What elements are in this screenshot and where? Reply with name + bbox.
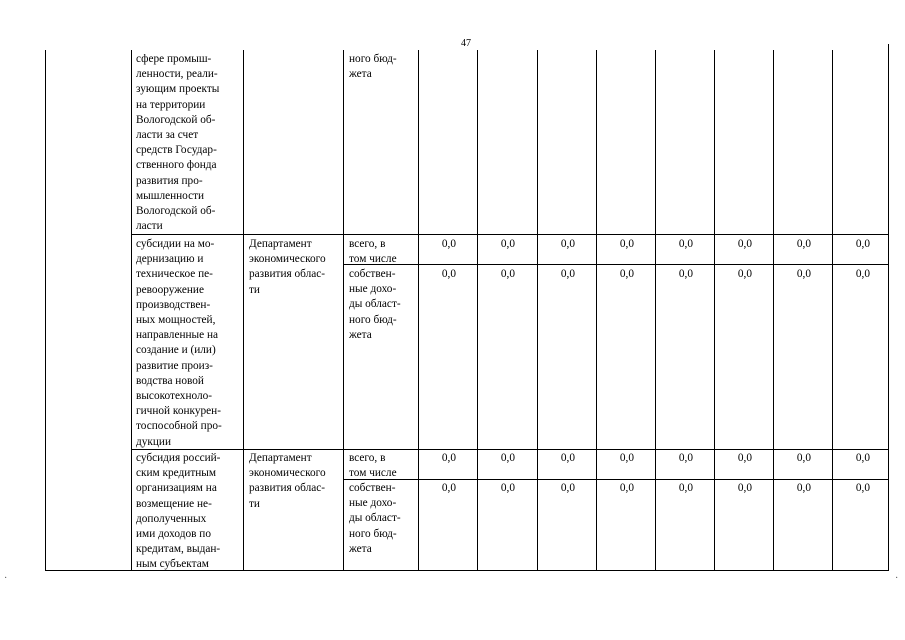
table-cell-value: 0,0	[560, 482, 575, 494]
table-col-divider	[832, 50, 833, 570]
table-cell-name: субсидия россий- ским кредитным организациям на возмещение не- дополученных ими доходов по кредитам, выдан- ным субъектам	[136, 452, 221, 571]
table-cell-source: всего, в том числе	[349, 238, 397, 266]
row-divider	[131, 449, 888, 450]
table-cell-value: 0,0	[855, 268, 870, 280]
table-border-left	[45, 50, 46, 570]
table-col-divider	[243, 50, 244, 570]
table-cell-value: 0,0	[441, 482, 456, 494]
table-cell-value: 0,0	[560, 268, 575, 280]
table-cell-value: 0,0	[737, 452, 752, 464]
table-col-divider	[773, 50, 774, 570]
table-cell-value: 0,0	[678, 482, 693, 494]
table-cell-value: 0,0	[500, 268, 515, 280]
page-number: 47	[461, 38, 471, 49]
table-cell-source: ного бюд- жета	[349, 53, 397, 81]
table-cell-name: сфере промыш- ленности, реали- зующим проекты на территории Вологодской об- ласти за счет средств Государ- ственного фонда развития про- мышленности Вологодской об- ласти	[136, 53, 220, 233]
table-cell-value: 0,0	[619, 482, 634, 494]
table-cell-value: 0,0	[796, 238, 811, 250]
table-cell-value: 0,0	[737, 238, 752, 250]
table-cell-value: 0,0	[500, 452, 515, 464]
table-cell-value: 0,0	[796, 482, 811, 494]
table-cell-value: 0,0	[678, 268, 693, 280]
table-cell-executor: Департамент экономического развития облас- ти	[249, 452, 326, 510]
table-cell-value: 0,0	[619, 238, 634, 250]
sub-row-divider	[343, 479, 888, 480]
table-col-divider	[477, 50, 478, 570]
table-col-divider	[596, 50, 597, 570]
table-cell-value: 0,0	[678, 238, 693, 250]
table-cell-value: 0,0	[619, 452, 634, 464]
table-cell-value: 0,0	[619, 268, 634, 280]
table-cell-value: 0,0	[855, 238, 870, 250]
table-col-divider	[655, 50, 656, 570]
table-cell-executor: Департамент экономического развития облас- ти	[249, 238, 326, 296]
table-cell-value: 0,0	[441, 268, 456, 280]
table-cell-value: 0,0	[737, 268, 752, 280]
scan-speck: ·	[895, 573, 899, 584]
table-cell-value: 0,0	[441, 452, 456, 464]
table-col-divider	[418, 50, 419, 570]
table-cell-source: всего, в том числе	[349, 452, 397, 480]
table-cell-value: 0,0	[737, 482, 752, 494]
table-cell-value: 0,0	[560, 452, 575, 464]
table-col-divider	[131, 50, 132, 570]
table-cell-value: 0,0	[855, 482, 870, 494]
table-cell-value: 0,0	[796, 452, 811, 464]
table-cell-value: 0,0	[441, 238, 456, 250]
table-cell-value: 0,0	[500, 238, 515, 250]
table-cell-value: 0,0	[855, 452, 870, 464]
table-cell-value: 0,0	[678, 452, 693, 464]
table-col-divider	[714, 50, 715, 570]
row-divider	[131, 234, 888, 235]
table-col-divider	[537, 50, 538, 570]
scan-speck: ·	[4, 573, 8, 584]
table-cell-name: субсидии на мо- дернизацию и техническое пе- ревооружение производствен- ных мощностей, направленные на создание и (или) развитие произ- водства новой высокотехноло- гичной конкурен- тоспособной про- дукции	[136, 238, 222, 448]
table-col-divider	[343, 50, 344, 570]
table-cell-value: 0,0	[560, 238, 575, 250]
table-cell-value: 0,0	[796, 268, 811, 280]
table-border-right	[888, 44, 889, 571]
sub-row-divider	[343, 264, 888, 265]
table-cell-source: собствен- ные дохо- ды област- ного бюд- жета	[349, 268, 401, 341]
table-cell-source: собствен- ные дохо- ды област- ного бюд- жета	[349, 482, 401, 555]
table-cell-value: 0,0	[500, 482, 515, 494]
